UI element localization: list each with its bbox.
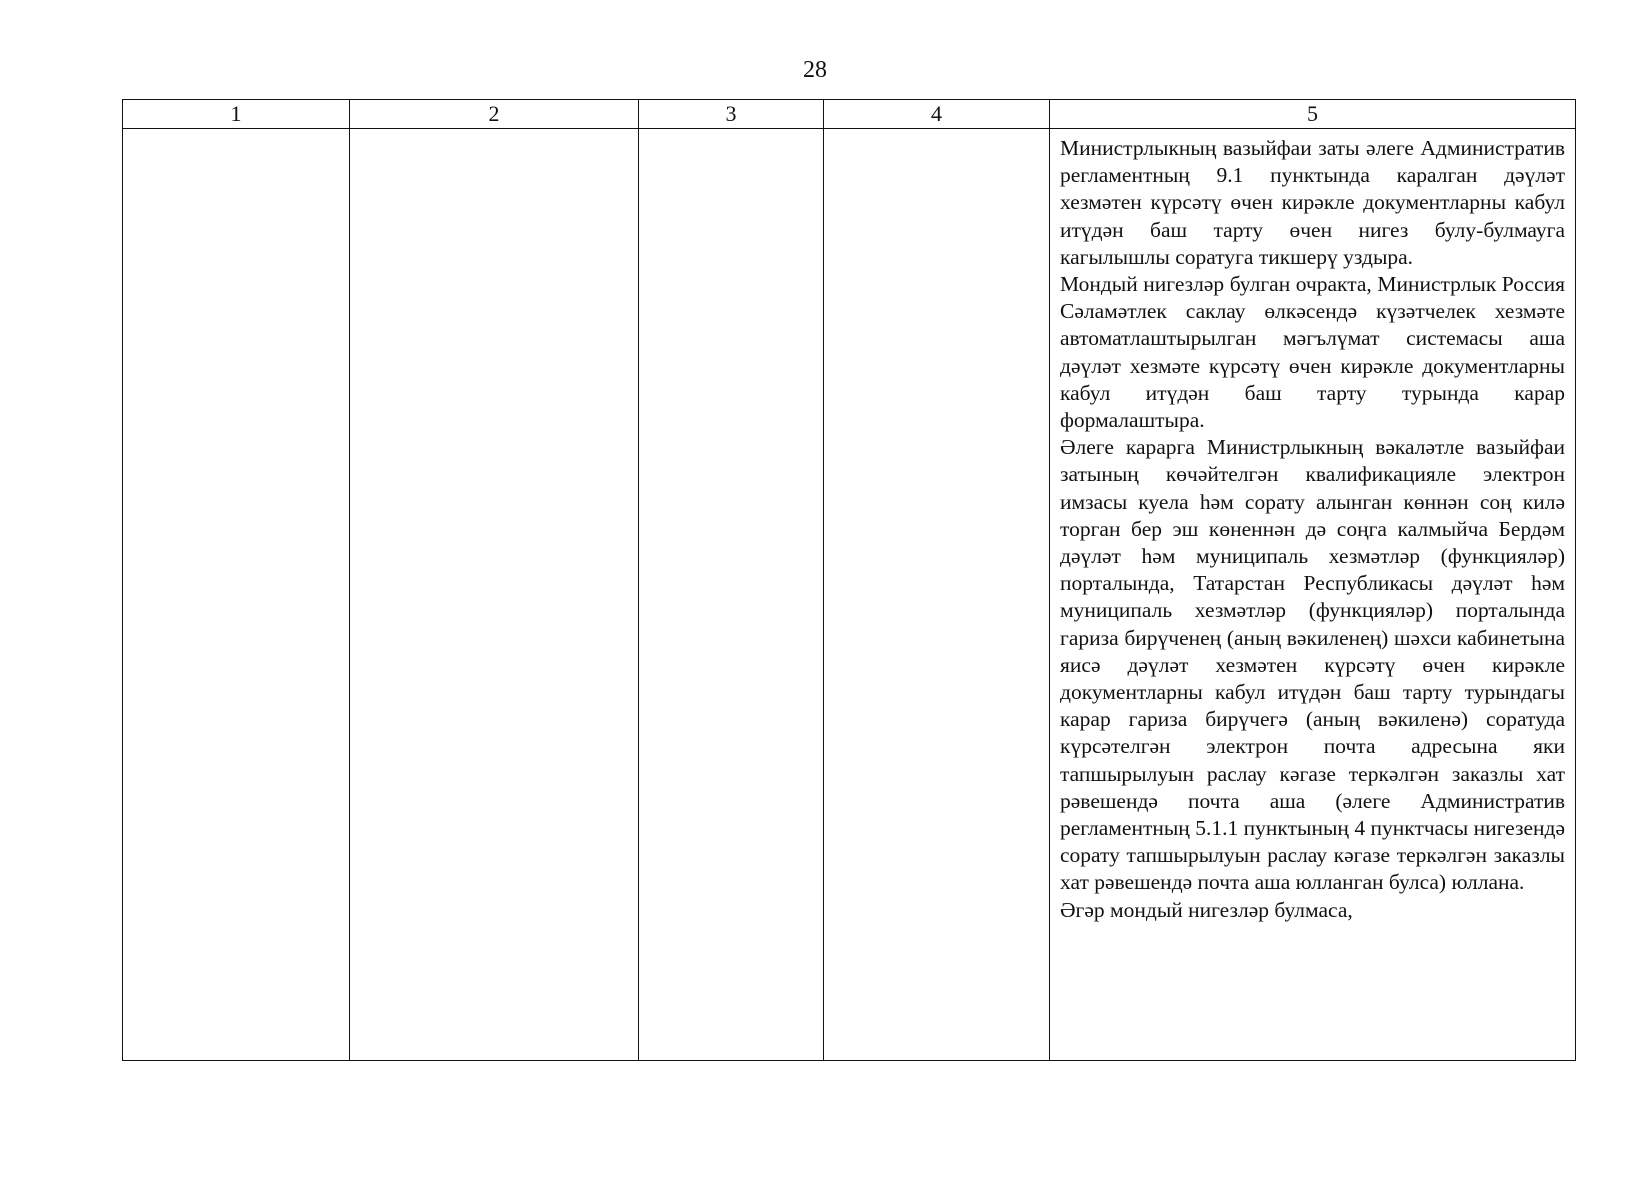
column-header-1: 1	[123, 100, 350, 129]
paragraph-verification: Министрлыкның вазыйфаи заты әлеге Административ регламентның 9.1 пунктында каралган дәүләт хезмәтен күрсәтү өчен кирәкле документларны кабул итүдән баш тарту өчен нигез булу-булмауга кагылышлы соратуга тикшерү уздыра.	[1060, 136, 1565, 269]
document-table	[122, 99, 1576, 1061]
column-header-3: 3	[639, 100, 824, 129]
cell-col-3	[639, 129, 824, 1061]
column-header-2: 2	[350, 100, 639, 129]
cell-col-2	[350, 129, 639, 1061]
page-number: 28	[803, 57, 827, 83]
paragraph-decision-delivery: Әлеге карарга Министрлыкның вәкаләтле вазыйфаи затының көчәйтелгән квалификацияле электрон имзасы куела һәм сорату алынган көннән соң килә торган бер эш көненнән дә соңга калмыйча Бердәм дәүләт һәм муниципаль хезмәтләр (функцияләр) порталында, Татарстан Республикасы дәүләт һәм муниципаль хезмәтләр (функцияләр) порталында гариза бирүченең (аның вәкиленең) шәхси кабинетына яисә дәүләт хезмәтен күрсәтү өчен кирәкле документларны кабул итүдән баш тарту турындагы карар гариза бирүчегә (аның вәкиленә) соратуда күрсәтелгән электрон почта адресына яки тапшырылуын раслау кәгазе теркәлгән заказлы хат рәвешендә почта аша (әлеге Административ регламентның 5.1.1 пунктының 4 пунктчасы нигезендә сорату тапшырылуын раслау кәгазе теркәлгән заказлы хат рәвешендә почта аша юлланган булса) юллана.	[1060, 435, 1565, 895]
table-header-row	[123, 100, 1576, 129]
cell-col-4	[824, 129, 1050, 1061]
cell-col-1	[123, 129, 350, 1061]
cell-col-5	[1050, 129, 1576, 1061]
paragraph-refusal-grounds: Мондый нигезләр булган очракта, Министрлык Россия Сәламәтлек саклау өлкәсендә күзәтчелек хезмәте автоматлаштырылган мәгълүмат системасы аша дәүләт хезмәте күрсәтү өчен кирәкле документларны кабул итүдән баш тарту турында карар формалаштыра.	[1060, 272, 1565, 433]
paragraph-no-grounds: Әгәр мондый нигезләр булмаса,	[1060, 897, 1353, 922]
column-header-4: 4	[824, 100, 1050, 129]
table-row	[123, 129, 1576, 1061]
column-header-5: 5	[1050, 100, 1576, 129]
